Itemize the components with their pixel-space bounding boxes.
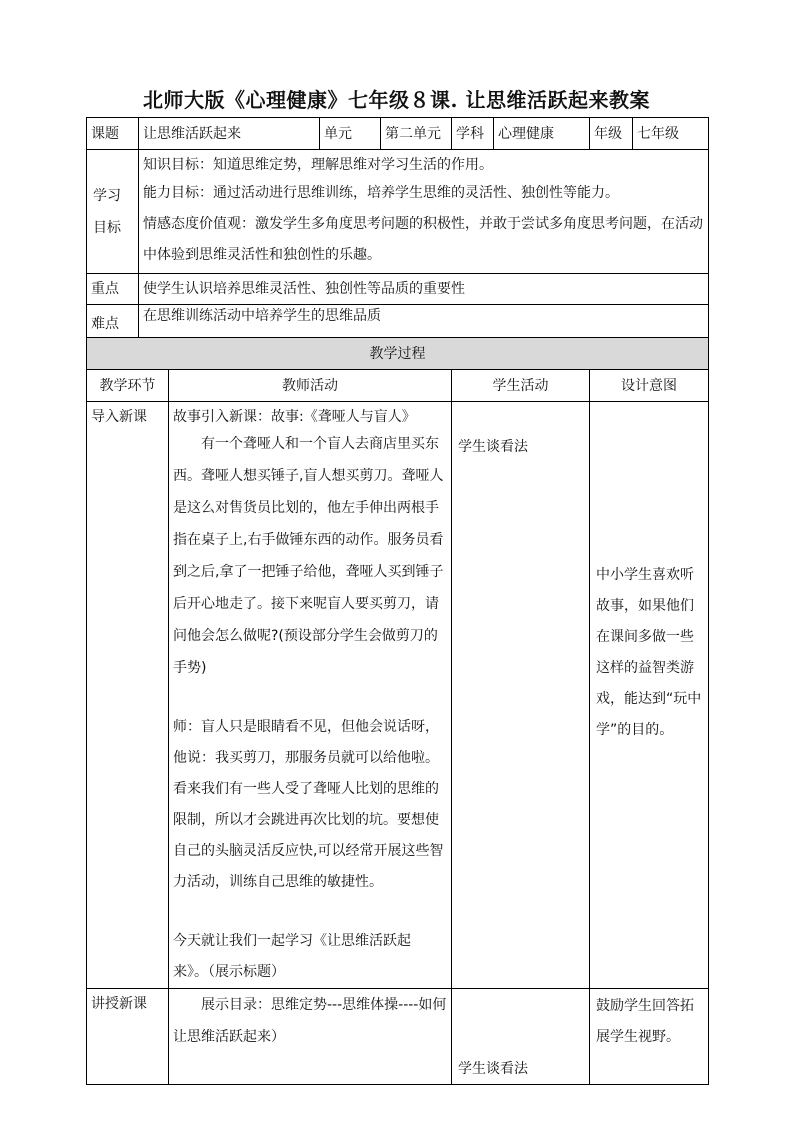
student-activity-cell: 学生谈看法: [452, 989, 590, 1085]
objectives-label: [87, 150, 139, 274]
grade-value: 七年级: [633, 118, 709, 150]
stage-cell: 导入新课: [87, 402, 169, 989]
page-title: 北师大版《心理健康》七年级８课. 让思维活跃起来教案: [143, 88, 650, 112]
student-activity-cell: 学生谈看法: [452, 402, 590, 989]
knowledge-objective: 知识目标：知道思维定势，理解思维对学习生活的作用。: [143, 157, 493, 173]
design-intent-cell: 鼓励学生回答拓展学生视野。: [590, 989, 709, 1085]
col-header-intent: 设计意图: [590, 370, 709, 402]
col-header-student: 学生活动: [452, 370, 590, 402]
key-point-label: 重点: [87, 274, 139, 305]
lesson-plan-table: [86, 117, 709, 1085]
ability-objective: 能力目标：通过活动进行思维训练，培养学生思维的灵活性、独创性等能力。: [143, 185, 619, 201]
teacher-activity-intro: 故事引入新课：故事:《聋哑人与盲人》: [173, 409, 416, 425]
teacher-activity-story: 有一个聋哑人和一个盲人去商店里买东西。聋哑人想买锤子,盲人想买剪刀。聋哑人是这么对售货员比划的，他左手伸出两根手指在桌子上,右手做锤东西的动作。服务员看到之后,拿了一把锤子给他，聋哑人买到锤子后开心地走了。接下来呢盲人要买剪刀，请问他会怎么做呢?(预设部分学生会做剪刀的手势): [173, 436, 444, 676]
emotion-objective: 情感态度价值观：激发学生多角度思考问题的积极性，并敢于尝试多角度思考问题，在活动中体验到思维灵活性和独创性的乐趣。: [143, 216, 703, 263]
difficulty-label: 难点: [87, 305, 139, 338]
teacher-activity-cell: [169, 402, 452, 989]
table-row: [87, 989, 709, 1085]
design-intent-cell: 中小学生喜欢听故事，如果他们在课间多做一些这样的益智类游戏，能达到“玩中学”的目的。: [590, 402, 709, 989]
objectives-label-text: 学习目标: [93, 187, 121, 236]
key-point-value: 使学生认识培养思维灵活性、独创性等品质的重要性: [139, 274, 709, 305]
topic-label: 课题: [87, 118, 139, 150]
stage-cell: 讲授新课: [87, 989, 169, 1085]
process-title: 教学过程: [87, 338, 709, 370]
teacher-activity-comment: 师：盲人只是眼睛看不见，但他会说话呀，他说：我买剪刀，那服务员就可以给他啦。看来我们有一些人受了聋哑人比划的思维的限制，所以才会跳进再次比划的坑。要想使自己的头脑灵活反应快,可以经常开展这些智力活动，训练自己思维的敏捷性。: [173, 719, 444, 890]
topic-value: 让思维活跃起来: [139, 118, 320, 150]
unit-value: 第二单元: [381, 118, 452, 150]
subject-value: 心理健康: [494, 118, 590, 150]
col-header-stage: 教学环节: [87, 370, 169, 402]
unit-label: 单元: [320, 118, 381, 150]
table-row: [87, 402, 709, 989]
subject-label: 学科: [452, 118, 494, 150]
teacher-activity-cell: 展示目录：思维定势---思维体操----如何让思维活跃起来）: [169, 989, 452, 1085]
grade-label: 年级: [590, 118, 633, 150]
col-header-teacher: 教师活动: [169, 370, 452, 402]
objectives-content: [139, 150, 709, 274]
difficulty-value: 在思维训练活动中培养学生的思维品质: [139, 305, 709, 338]
teacher-activity-closing: 今天就让我们一起学习《让思维活跃起来》。（展示标题）: [173, 933, 411, 980]
